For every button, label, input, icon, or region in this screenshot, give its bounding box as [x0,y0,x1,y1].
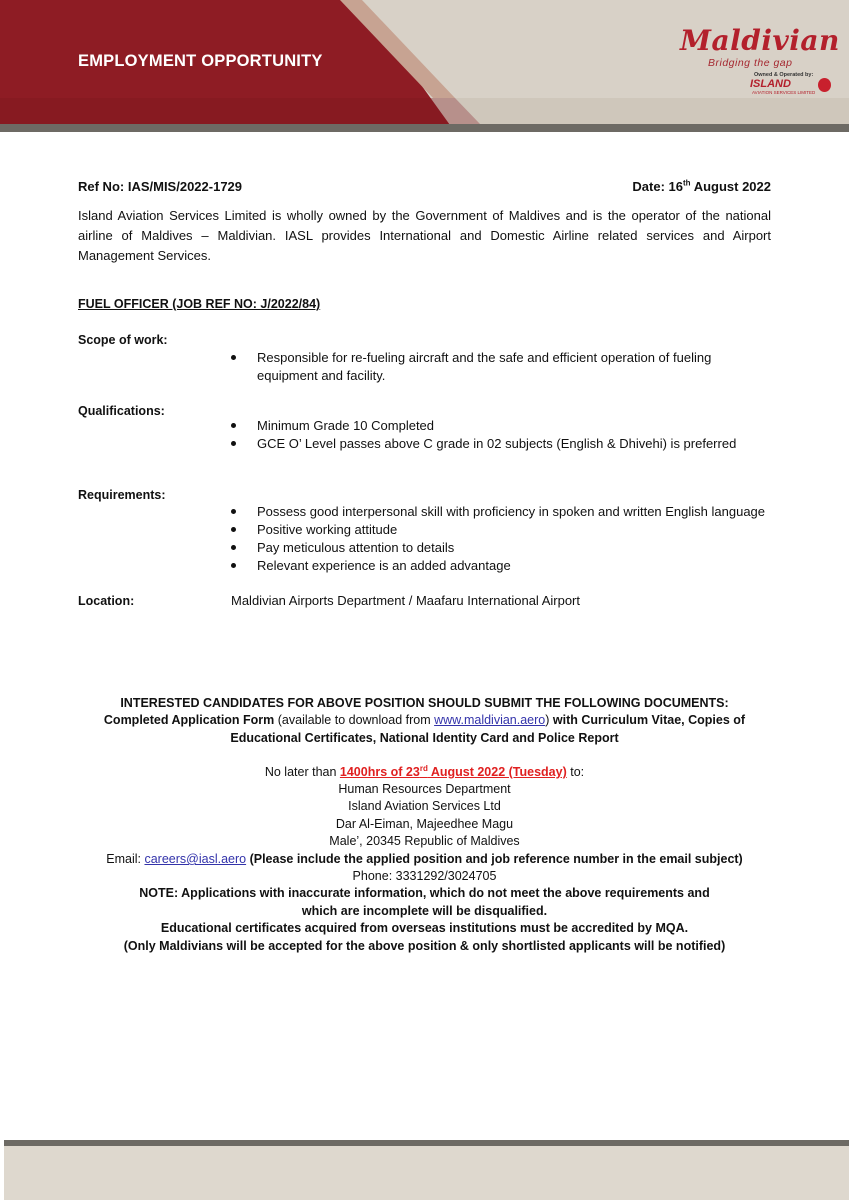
bullet-icon [231,563,236,568]
phone-line: Phone: 3331292/3024705 [352,869,497,883]
maldivian-logo: Maldivian [680,24,840,57]
bullet-icon [231,527,236,532]
apply-form-line2: Educational Certificates, National Identity Card and Police Report [230,731,619,745]
requirements-label: Requirements: [78,488,166,502]
deadline-line: No later than 1400hrs of 23rd August 2022 (Tuesday) to: [264,763,585,779]
bullet-icon [231,423,236,428]
bullet-icon [231,441,236,446]
ref-number: Ref No: IAS/MIS/2022-1729 [78,179,243,194]
note-line: (Only Maldivians will be accepted for the above position & only shortlisted applicants will be notified) [123,939,726,953]
apply-heading: INTERESTED CANDIDATES FOR ABOVE POSITION SHOULD SUBMIT THE FOLLOWING DOCUMENTS: [120,696,729,710]
header-banner [0,0,849,132]
apply-form-line: Completed Application Form (available to download from www.maldivian.aero) with Curriculum Vitae, Copies of [103,713,746,727]
note-line: NOTE: Applications with inaccurate information, which do not meet the above requirements and [139,886,710,900]
address-line: Human Resources Department [338,782,511,796]
list-item: Responsible for re-fueling aircraft and the safe and efficient operation of fueling equipment and facility. [231,349,751,385]
requirements-list [231,503,765,575]
deadline: 1400hrs of 23rd August 2022 (Tuesday) [339,763,567,779]
island-logo: ISLAND [750,78,791,90]
scope-label: Scope of work: [78,333,168,347]
location-value: Maldivian Airports Department / Maafaru International Airport [231,593,581,608]
list-item: Pay meticulous attention to details [231,539,765,557]
note-line: Educational certificates acquired from overseas institutions must be accredited by MQA. [160,921,689,935]
bullet-icon [231,509,236,514]
qualifications-list [231,417,736,453]
bullet-icon [231,545,236,550]
email-link[interactable]: careers@iasl.aero [144,852,247,866]
intro-paragraph: Island Aviation Services Limited is wholly owned by the Government of Maldives and is the operator of the national airline of Maldives – Maldivian. IASL provides International and Domestic Airline related services and Airport Management Services. [78,208,771,263]
address-line: Dar Al-Eiman, Majeedhee Magu [335,817,514,831]
logo-tagline: Bridging the gap [708,57,793,69]
location-label: Location: [78,594,135,608]
job-title: FUEL OFFICER (JOB REF NO: J/2022/84) [78,297,321,311]
logo-operated-by: Owned & Operated by: [754,72,814,78]
email-line: Email: careers@iasl.aero (Please include the applied position and job reference number in the email subject) [106,852,743,866]
list-item: Positive working attitude [231,521,765,539]
qualifications-label: Qualifications: [78,404,165,418]
address-line: Male’, 20345 Republic of Maldives [329,834,520,848]
page-title: EMPLOYMENT OPPORTUNITY [78,52,323,70]
island-logo-sub: AVIATION SERVICES LIMITED [752,90,816,95]
list-item: GCE O’ Level passes above C grade in 02 subjects (English & Dhivehi) is preferred [231,435,736,453]
note-line: which are incomplete will be disqualified. [301,904,548,918]
bullet-icon [231,355,236,360]
date: Date: 16th August 2022 [632,178,771,194]
footer-band [4,1146,849,1200]
website-link[interactable]: www.maldivian.aero [434,713,546,727]
header-bottom-bar [0,124,849,132]
list-item: Relevant experience is an added advantage [231,557,765,575]
list-item: Possess good interpersonal skill with proficiency in spoken and written English language [231,503,765,521]
list-item: Minimum Grade 10 Completed [231,417,736,435]
scope-list [231,349,751,385]
address-line: Island Aviation Services Ltd [348,799,501,813]
island-badge-icon [818,78,831,92]
